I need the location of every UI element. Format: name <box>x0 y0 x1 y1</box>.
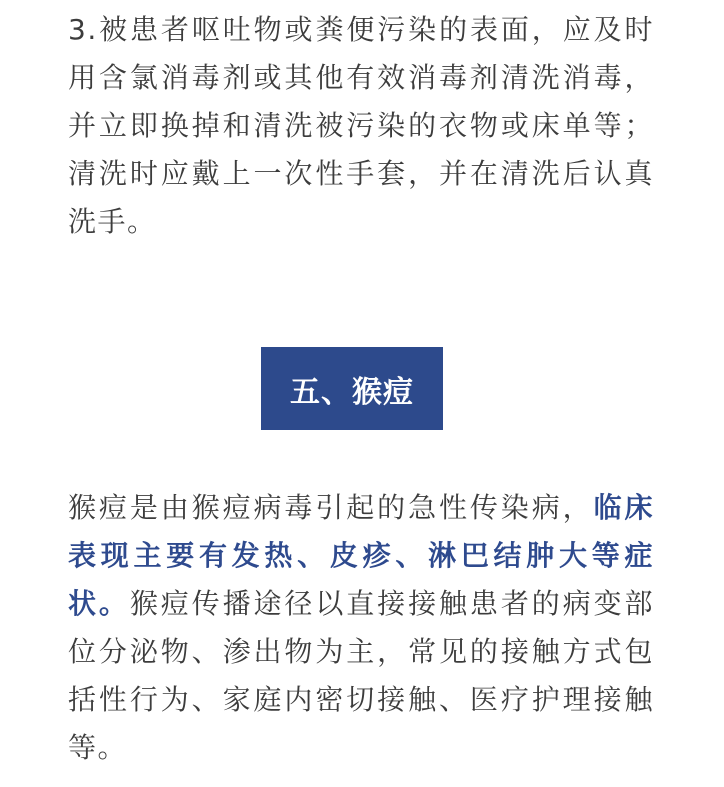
paragraph-rest-text: 猴痘传播途径以直接接触患者的病变部位分泌物、渗出物为主，常见的接触方式包括性行为、家庭内密切接触、医疗护理接触等。 <box>68 587 654 764</box>
paragraph-intro-text: 猴痘是由猴痘病毒引起的急性传染病， <box>68 491 594 524</box>
section-heading-label: 五、猴痘 <box>290 374 414 410</box>
paragraph-hygiene-text: 3.被患者呕吐物或粪便污染的表面，应及时用含氯消毒剂或其他有效消毒剂清洗消毒，并立即换掉和清洗被污染的衣物或床单等；清洗时应戴上一次性手套，并在清洗后认真洗手。 <box>68 13 654 238</box>
section-heading-monkeypox <box>261 347 443 430</box>
paragraph-hygiene-advice <box>68 6 654 246</box>
paragraph-highlight-text: 临床表现主要有发热、皮疹、淋巴结肿大等症状。 <box>68 491 654 620</box>
paragraph-monkeypox-description <box>68 484 654 772</box>
